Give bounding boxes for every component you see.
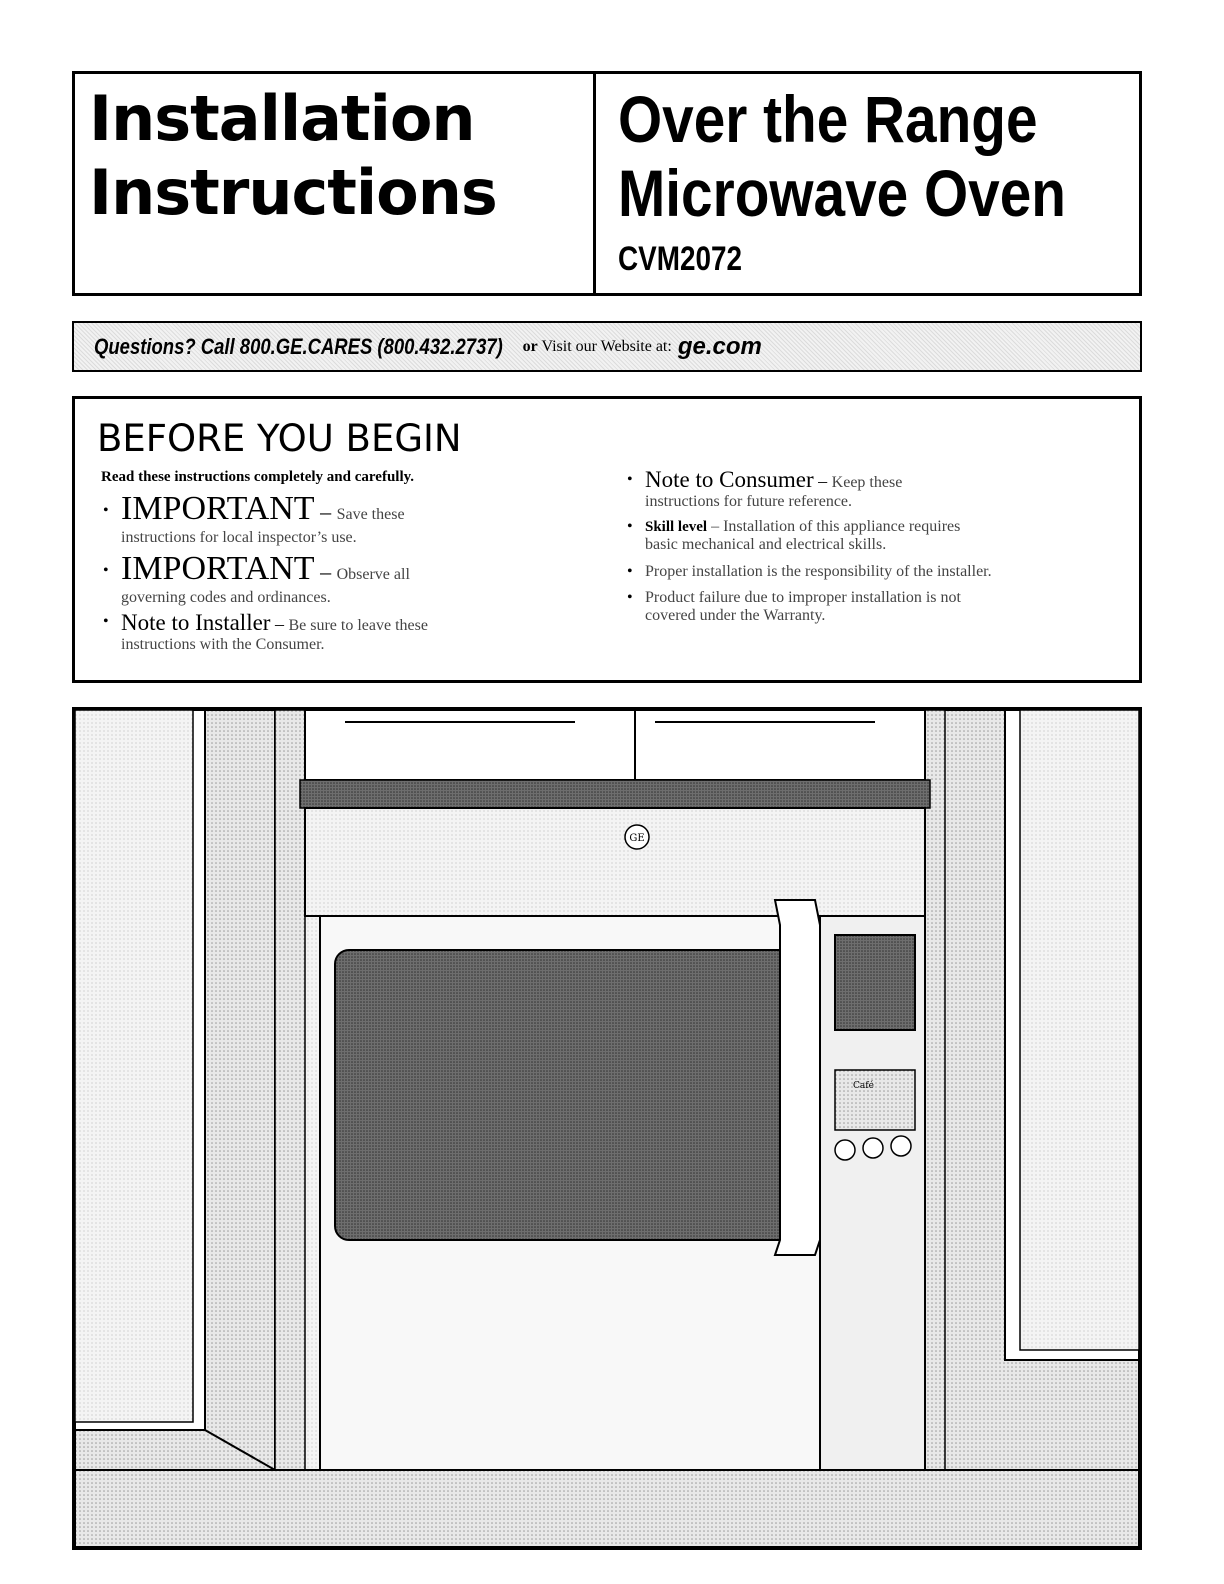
item-heading: Skill level bbox=[645, 519, 708, 535]
item-text: Be sure to leave these bbox=[288, 617, 428, 634]
or-text: or bbox=[522, 337, 538, 355]
control-knob-icon bbox=[891, 1136, 911, 1156]
item-subtext: instructions for future reference. bbox=[645, 493, 853, 510]
before-you-begin-title: BEFORE YOU BEGIN bbox=[97, 417, 462, 460]
website-link[interactable]: ge.com bbox=[677, 332, 762, 360]
item-text: Observe all bbox=[336, 566, 410, 583]
intro-text: Read these instructions completely and carefully. bbox=[101, 469, 415, 485]
title-line-2: Instructions bbox=[89, 156, 497, 229]
item-heading: IMPORTANT bbox=[121, 490, 315, 527]
microwave-body bbox=[305, 808, 925, 1496]
before-you-begin-box bbox=[72, 396, 1142, 683]
item-dash: – bbox=[270, 614, 289, 634]
item-text: Save these bbox=[336, 506, 405, 523]
list-item bbox=[101, 492, 601, 546]
item-subtext: governing codes and ordinances. bbox=[121, 589, 331, 606]
item-subtext: covered under the Warranty. bbox=[645, 607, 826, 624]
item-heading: IMPORTANT bbox=[121, 550, 315, 587]
bullet: • bbox=[103, 502, 109, 519]
bullet: • bbox=[103, 613, 109, 630]
item-dash: – bbox=[314, 559, 337, 584]
microwave-illustration bbox=[72, 707, 1142, 1550]
header-box bbox=[72, 71, 1142, 296]
item-dash: – bbox=[314, 499, 337, 524]
product-line-2: Microwave Oven bbox=[618, 156, 1067, 230]
list-item bbox=[625, 589, 1125, 624]
list-item bbox=[625, 518, 1125, 553]
bullet: • bbox=[627, 589, 633, 606]
upper-cabinet bbox=[300, 710, 930, 808]
questions-phone: Questions? Call 800.GE.CARES (800.432.2737) bbox=[94, 333, 503, 359]
list-item bbox=[625, 467, 1125, 510]
list-item bbox=[101, 610, 601, 653]
bullet: • bbox=[627, 563, 633, 580]
visit-text: Visit our Website at: bbox=[541, 337, 672, 355]
bullet: • bbox=[103, 562, 109, 579]
item-subtext: instructions with the Consumer. bbox=[121, 636, 325, 653]
bullet: • bbox=[627, 518, 633, 535]
item-text: Installation of this appliance requires bbox=[723, 518, 961, 535]
list-item bbox=[625, 563, 1125, 581]
item-heading: Note to Consumer bbox=[645, 467, 814, 492]
svg-text:GE: GE bbox=[629, 833, 645, 844]
title-line-1: Installation bbox=[89, 82, 475, 155]
control-knob-icon bbox=[863, 1138, 883, 1158]
questions-visit bbox=[523, 338, 672, 356]
model-number: CVM2072 bbox=[618, 240, 743, 278]
list-item bbox=[101, 552, 601, 606]
item-text: Keep these bbox=[831, 474, 903, 491]
before-left-column bbox=[101, 469, 601, 653]
product-line-1: Over the Range bbox=[618, 82, 1038, 156]
header-left bbox=[75, 74, 596, 293]
display-window bbox=[835, 935, 915, 1030]
cafe-label: Café bbox=[853, 1081, 874, 1091]
right-cabinet bbox=[925, 710, 1139, 1470]
item-dash: – bbox=[813, 471, 832, 491]
microwave-drawing bbox=[75, 710, 1139, 1547]
item-heading: Note to Installer bbox=[121, 610, 271, 635]
item-text: Proper installation is the responsibility of the installer. bbox=[645, 563, 992, 580]
item-text: Product failure due to improper installation is not bbox=[645, 589, 961, 606]
before-right-column bbox=[625, 467, 1125, 624]
range-surface bbox=[75, 1470, 1139, 1547]
control-knob-icon bbox=[835, 1140, 855, 1160]
bullet: • bbox=[627, 471, 633, 488]
item-subtext: instructions for local inspector’s use. bbox=[121, 529, 357, 546]
item-subtext: basic mechanical and electrical skills. bbox=[645, 536, 887, 553]
door-window bbox=[335, 950, 795, 1240]
door-handle bbox=[775, 900, 820, 1255]
questions-bar bbox=[72, 321, 1142, 372]
left-cabinet bbox=[75, 710, 305, 1547]
item-dash: – bbox=[707, 518, 724, 535]
header-right bbox=[596, 74, 1139, 293]
